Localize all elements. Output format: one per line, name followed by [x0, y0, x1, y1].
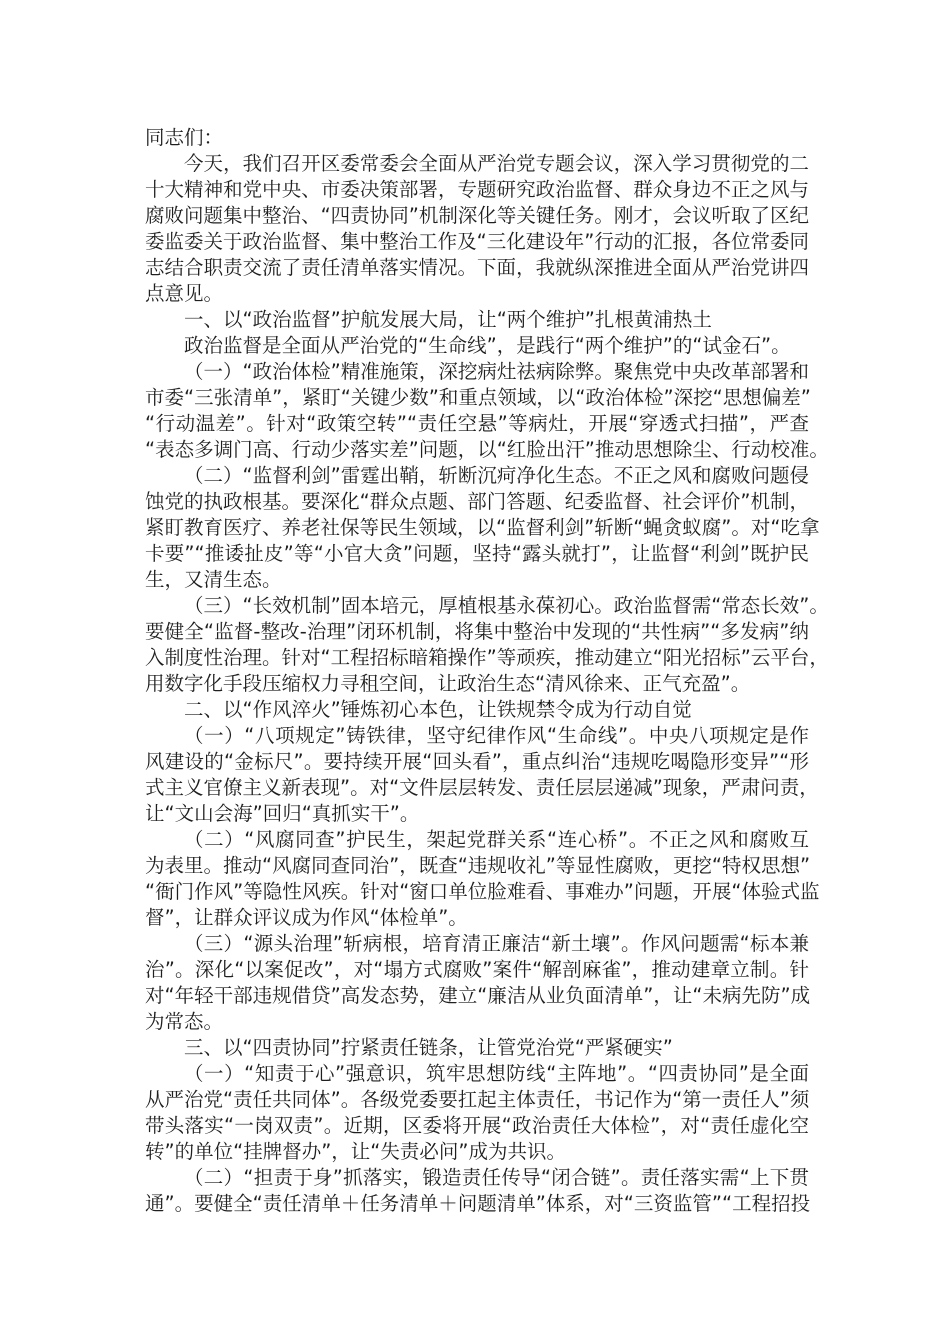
text-line: 从严治党“责任共同体”。各级党委要扛起主体责任，书记作为“第一责任人”须: [145, 1088, 810, 1111]
text-line: 紧盯教育医疗、养老社保等民生领域，以“监督利剑”斩断“蝇贪蚁腐”。对“吃拿: [145, 516, 820, 539]
text-line: 政治监督是全面从严治党的“生命线”，是践行“两个维护”的“试金石”。: [184, 334, 791, 357]
text-line: 生，又清生态。: [145, 568, 282, 591]
section-heading: [145, 307, 809, 333]
text-line: 式主义官僚主义新表现”。对“文件层层转发、责任层层递减”现象，严肃问责，: [145, 776, 819, 799]
text-line: 今天，我们召开区委常委会全面从严治党专题会议，深入学习贯彻党的二: [184, 152, 809, 175]
section-heading: [145, 1035, 809, 1061]
text-line: （二）“风腐同查”护民生，架起党群关系“连心桥”。不正之风和腐败互: [184, 828, 809, 851]
text-line: 蚀党的执政根基。要深化“群众点题、部门答题、纪委监督、社会评价”机制，: [145, 490, 809, 513]
text-line: 转”的单位“挂牌督办”，让“失责必问”成为共识。: [145, 1140, 567, 1163]
text-line: （一）“政治体检”精准施策，深挖病灶祛病除弊。聚焦党中央改革部署和: [184, 360, 809, 383]
text-line: 督”，让群众评议成为作风“体检单”。: [145, 906, 468, 929]
text-line: 风建设的“金标尺”。要持续开展“回头看”，重点纠治“违规吃喝隐形变异”“形: [145, 750, 809, 773]
text-line: 腐败问题集中整治、“四责协同”机制深化等关键任务。刚才，会议听取了区纪: [145, 204, 809, 227]
text-line: 通”。要健全“责任清单＋任务清单＋问题清单”体系，对“三资监管”“工程招投: [145, 1192, 811, 1215]
text-line: 用数字化手段压缩权力寻租空间，让政治生态“清风徐来、正气充盈”。: [145, 672, 751, 695]
text-line: 三、以“四责协同”拧紧责任链条，让管党治党“严紧硬实”: [184, 1036, 673, 1059]
text-line: 对“年轻干部违规借贷”高发态势，建立“廉洁从业负面清单”，让“未病先防”成: [145, 984, 811, 1007]
text-line: “表态多调门高、行动少落实差”问题，以“红脸出汗”推动思想除尘、行动校准。: [145, 438, 829, 461]
paragraph: [145, 931, 809, 1035]
section-heading: [145, 697, 809, 723]
text-line: 点意见。: [145, 282, 224, 305]
paragraph: [145, 1165, 809, 1217]
text-line: 志结合职责交流了责任清单落实情况。下面，我就纵深推进全面从严治党讲四: [145, 256, 809, 279]
text-line: 委监委关于政治监督、集中整治工作及“三化建设年”行动的汇报，各位常委同: [145, 230, 809, 253]
text-line: 入制度性治理。针对“工程招标暗箱操作”等顽疾，推动建立“阳光招标”云平台，: [145, 646, 829, 669]
text-line: 卡要”“推诿扯皮”等“小官大贪”问题，坚持“露头就打”，让监督“利剑”既护民: [145, 542, 809, 565]
paragraph: [145, 827, 820, 931]
text-line: 带头落实“一岗双责”。近期，区委将开展“政治责任大体检”，对“责任虚化空: [145, 1114, 809, 1137]
paragraph: [145, 359, 829, 463]
text-line: “行动温差”。针对“政策空转”“责任空悬”等病灶，开展“穿透式扫描”，严查: [145, 412, 809, 435]
text-line: （三）“长效机制”固本培元，厚植根基永葆初心。政治监督需“常态长效”。: [184, 594, 829, 617]
salutation: 同志们：: [145, 126, 224, 149]
text-line: 为表里。推动“风腐同查同治”，既查“违规收礼”等显性腐败，更挖“特权思想”: [145, 854, 811, 877]
text-line: “衙门作风”等隐性风疾。针对“窗口单位脸难看、事难办”问题，开展“体验式监: [145, 880, 820, 903]
text-line: （二）“担责于身”抓落实，锻造责任传导“闭合链”。责任落实需“上下贯: [184, 1166, 809, 1189]
paragraph: [145, 593, 829, 697]
paragraph: [145, 333, 809, 359]
text-line: 让“文山会海”回归“真抓实干”。: [145, 802, 420, 825]
text-line: 要健全“监督-整改-治理”闭环机制，将集中整治中发现的“共性病”“多发病”纳: [145, 620, 809, 643]
text-line: （二）“监督利剑”雷霆出鞘，斩断沉疴净化生态。不正之风和腐败问题侵: [184, 464, 809, 487]
text-line: 十大精神和党中央、市委决策部署，专题研究政治监督、群众身边不正之风与: [145, 178, 809, 201]
text-line: 为常态。: [145, 1010, 224, 1033]
paragraph: [145, 463, 820, 593]
paragraph: [145, 1061, 809, 1165]
paragraph: [145, 723, 819, 827]
text-line: （一）“八项规定”铸铁律，坚守纪律作风“生命线”。中央八项规定是作: [184, 724, 809, 747]
text-line: （三）“源头治理”斩病根，培育清正廉洁“新土壤”。作风问题需“标本兼: [184, 932, 809, 955]
text-line: 市委“三张清单”，紧盯“关键少数”和重点领域，以“政治体检”深挖“思想偏差”: [145, 386, 811, 409]
text-line: （一）“知责于心”强意识，筑牢思想防线“主阵地”。“四责协同”是全面: [184, 1062, 809, 1085]
document-body: [145, 125, 829, 1217]
paragraph: [145, 151, 809, 307]
text-line: 一、以“政治监督”护航发展大局，让“两个维护”扎根黄浦热土: [184, 308, 712, 331]
text-line: 二、以“作风淬火”锤炼初心本色，让铁规禁令成为行动自觉: [184, 698, 692, 721]
text-line: 治”。深化“以案促改”，对“塌方式腐败”案件“解剖麻雀”，推动建章立制。针: [145, 958, 809, 981]
